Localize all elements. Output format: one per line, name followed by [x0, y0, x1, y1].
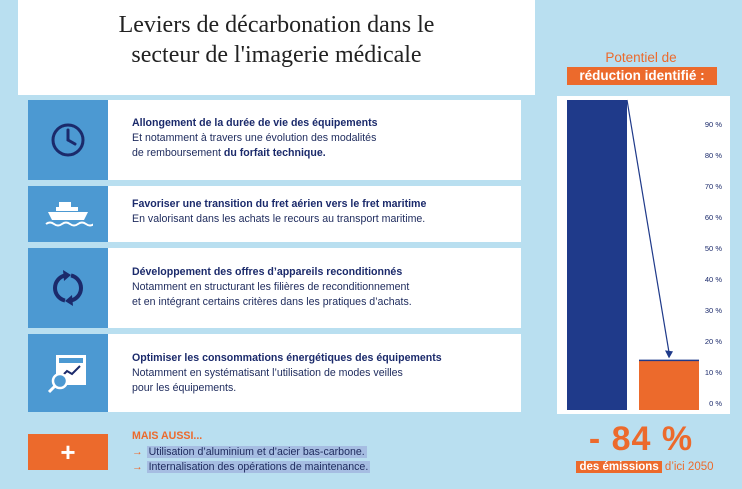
- clock-icon: [48, 120, 88, 160]
- reduction-subtitle-rest: d’ici 2050: [661, 461, 714, 473]
- page-title-line-2: secteur de l'imagerie médicale: [131, 42, 422, 68]
- lever-heading: Favoriser une transition du fret aérien vers le fret maritime: [132, 198, 427, 210]
- y-tick-label: 50 %: [704, 244, 722, 253]
- lever-description: et en intégrant certains critères dans les pratiques d’achats.: [132, 296, 412, 308]
- y-tick-label: 10 %: [704, 368, 722, 377]
- plus-icon: +: [28, 434, 108, 470]
- lever-card-freight: [28, 186, 521, 242]
- y-tick-label: 40 %: [704, 275, 722, 284]
- lever-description-bold: du forfait technique.: [223, 147, 326, 159]
- arrow-right-icon: →: [132, 461, 143, 473]
- list-item-text: Internalisation des opérations de maintenance.: [148, 461, 369, 473]
- reduction-chart-panel: [557, 96, 730, 414]
- lever-description: de remboursement: [132, 147, 224, 159]
- lever-description: Notamment en systématisant l’utilisation de modes veilles: [132, 367, 403, 379]
- lever-card-refurbished: [28, 248, 521, 328]
- mais-aussi-section: [28, 430, 521, 475]
- arrow-right-icon: →: [132, 446, 143, 458]
- lever-heading: Optimiser les consommations énergétiques des équipements: [132, 352, 442, 364]
- y-tick-label: 90 %: [704, 120, 722, 129]
- lever-description: Notamment en structurant les filières de reconditionnement: [132, 281, 410, 293]
- bar-current: [567, 100, 627, 410]
- potential-label: Potentiel de: [605, 50, 677, 65]
- recycle-arrows-icon: [47, 267, 89, 309]
- list-item: [132, 461, 370, 473]
- reduction-arrow-line: [627, 100, 669, 352]
- lever-heading: Allongement de la durée de vie des équipements: [132, 117, 378, 129]
- y-tick-label: 20 %: [704, 337, 722, 346]
- ship-icon: [43, 199, 93, 229]
- y-tick-label: 30 %: [704, 306, 722, 315]
- y-tick-label: 70 %: [704, 182, 722, 191]
- mais-aussi-label: MAIS AUSSI...: [132, 430, 203, 442]
- reduction-subtitle-highlight: des émissions: [576, 461, 661, 473]
- lever-description: En valorisant dans les achats le recours au transport maritime.: [132, 213, 426, 225]
- bar-2050: [639, 360, 699, 410]
- lever-icon-box: [28, 186, 108, 242]
- potential-label-highlight: réduction identifié :: [567, 67, 717, 85]
- lever-card-lifetime: [28, 100, 521, 180]
- y-tick-label: 60 %: [704, 213, 722, 222]
- list-item-text: Utilisation d’aluminium et d’acier bas-carbone.: [148, 446, 365, 458]
- lever-icon-box: [28, 100, 108, 180]
- list-item: [132, 446, 367, 458]
- reduction-arrow-head: [665, 350, 673, 358]
- reduction-chart: [557, 96, 730, 414]
- lever-icon-box: [28, 248, 108, 328]
- reduction-subtitle: [560, 461, 730, 473]
- lever-description: pour les équipements.: [132, 382, 237, 394]
- lever-heading: Développement des offres d’appareils reconditionnés: [132, 266, 403, 278]
- y-tick-label: 0 %: [709, 399, 722, 408]
- lever-description: Et notamment à travers une évolution des modalités: [132, 132, 377, 144]
- lever-icon-box: [28, 334, 108, 412]
- reduction-percent: - 84 %: [588, 420, 694, 458]
- page-title-line-1: Leviers de décarbonation dans le: [118, 12, 435, 38]
- lever-card-energy: [28, 334, 521, 412]
- energy-monitor-icon: [46, 351, 90, 395]
- y-tick-label: 80 %: [704, 151, 722, 160]
- title-box: [18, 0, 535, 95]
